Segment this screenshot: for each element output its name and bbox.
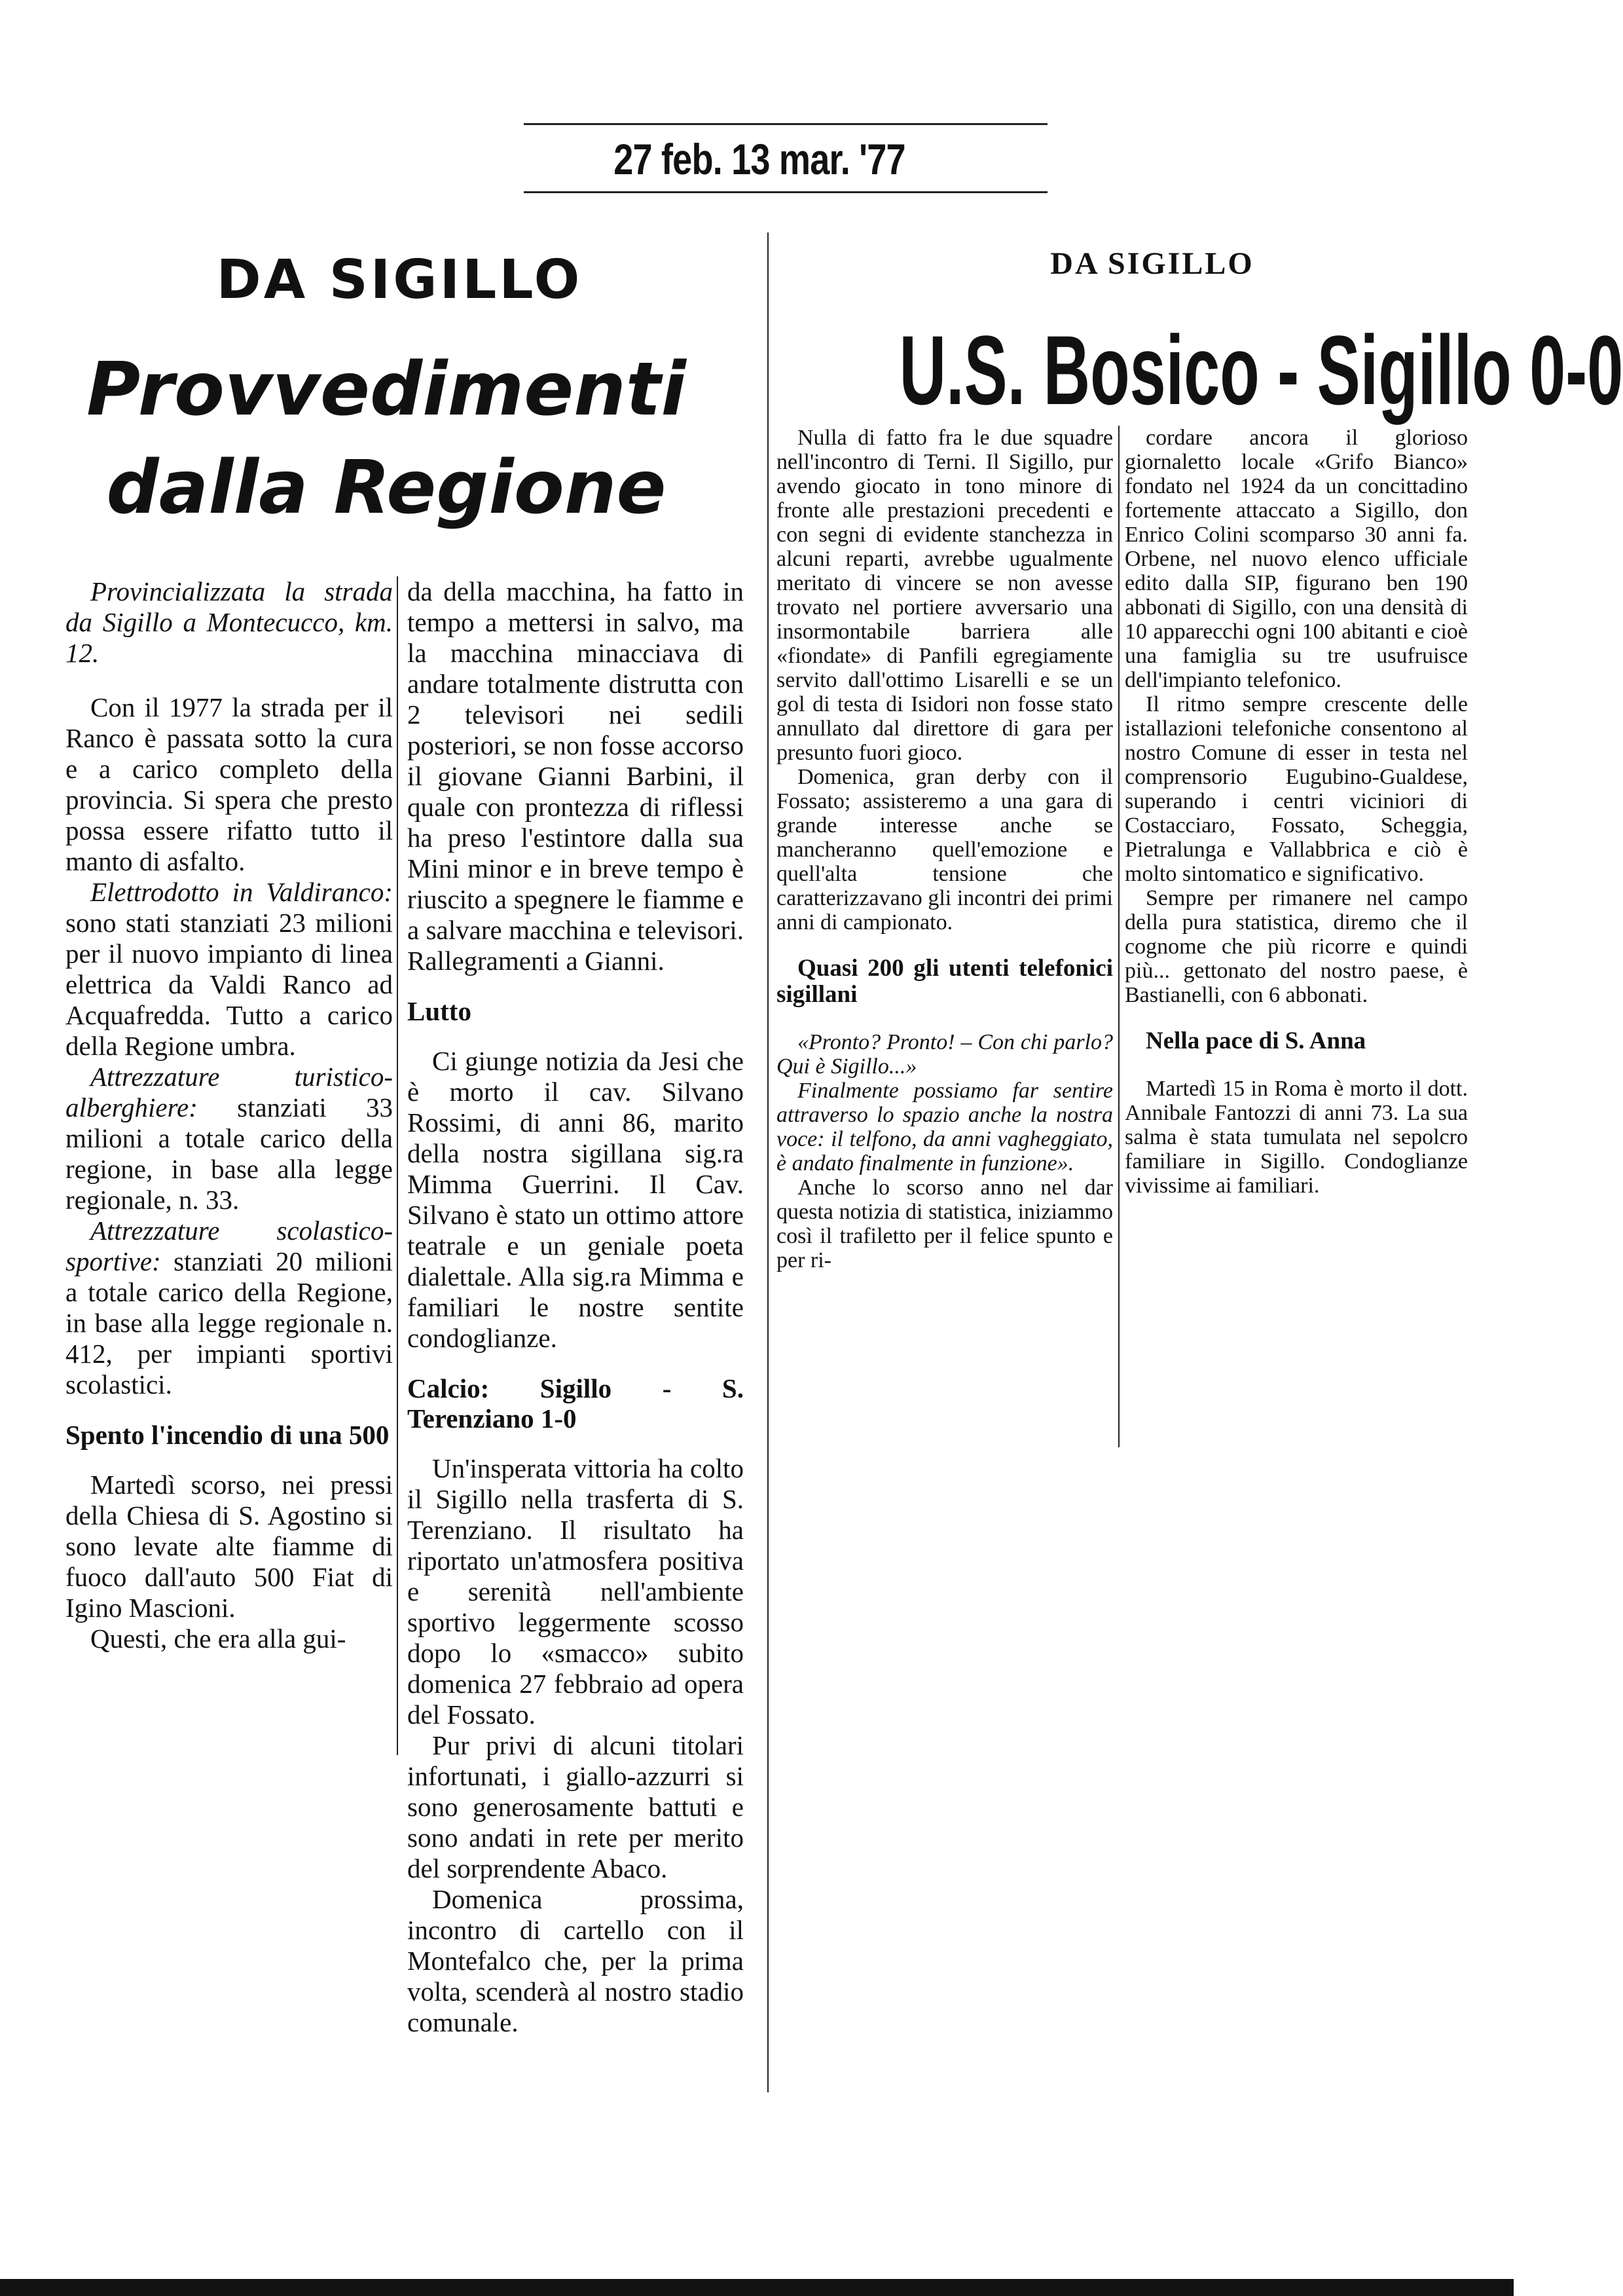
header-rule-bottom [524, 191, 1048, 193]
left-col2-p1: da della macchina, ha fatto in tempo a mettersi in salvo, ma la macchina minacciava di andare totalmente distrutta con 2 televisori nei sedili posteriori, se non fosse accorso il giovane Gianni Barbini, il quale con prontezza di riflessi ha preso l'estintore dalla sua Mini minor e in breve tempo è riuscito a spegnere le fiamme e a salvare macchina e televisori. Rallegramenti a Gianni. [407, 576, 744, 976]
left-lead: Provincializzata la strada da Sigillo a Montecucco, km. 12. [65, 576, 393, 668]
left-col1-p3-label: Attrezzature turistico-alberghiere: [65, 1062, 393, 1122]
right-col2-p3: Sempre per rimanere nel campo della pura statistica, diremo che il cognome che più ricorre e quindi più... gettonato del nostro paese, è Bastianelli, con 6 abbonati. [1125, 886, 1468, 1007]
right-col2-p4: Martedì 15 in Roma è morto il dott. Annibale Fantozzi di anni 73. La sua salma è stata tumulata nel sepolcro familiare in Sigillo. Condoglianze vivissime ai familiari. [1125, 1077, 1468, 1198]
left-col2-p3: Un'insperata vittoria ha colto il Sigillo nella trasferta di S. Terenziano. Il risultato ha riportato un'atmosfera positiva e serenità nell'ambiente sportivo leggermente scosso dopo lo «smacco» subito domenica 27 febbraio ad opera del Fossato. [407, 1453, 744, 1730]
left-col1-p3 [65, 1062, 393, 1215]
left-col1-p5: Martedì scorso, nei pressi della Chiesa di S. Agostino si sono levate alte fiamme di fuoco dall'auto 500 Fiat di Igino Mascioni. [65, 1470, 393, 1623]
left-col2-subhead-calcio: Calcio: Sigillo - S. Terenziano 1-0 [407, 1373, 744, 1434]
left-kicker: DA SIGILLO [216, 249, 583, 311]
left-column-divider [397, 576, 398, 1755]
left-headline-line2: dalla Regione [106, 445, 666, 530]
right-headline: U.S. Bosico - Sigillo 0-0 [899, 315, 1623, 425]
right-column-divider [1118, 426, 1120, 1447]
left-col1-p1: Con il 1977 la strada per il Ranco è passata sotto la cura e a carico completo della provincia. Si spera che presto possa essere rifatto tutto il manto di asfalto. [65, 692, 393, 876]
date-header: 27 feb. 13 mar. '77 [613, 135, 905, 183]
right-article-col1 [776, 426, 1113, 1272]
left-col1-p4 [65, 1215, 393, 1400]
right-col2-p1: cordare ancora il glorioso giornaletto locale «Grifo Bianco» fondato nel 1924 da un concittadino fortemente attaccato a Sigillo, don Enrico Colini scomparso 30 anni fa. Orbene, nel nuovo elenco ufficiale edito dalla SIP, figurano ben 190 abbonati di Sigillo, con una densità di 10 apparecchi ogni 100 abitanti e cioè una famiglia su tre usufruisce dell'impianto telefonico. [1125, 426, 1468, 692]
left-headline [79, 341, 694, 537]
left-col2-p2: Ci giunge notizia da Jesi che è morto il cav. Silvano Rossimi, di anni 86, marito della nostra sigillana sig.ra Mimma Guerrini. Il Cav. Silvano è stato un ottimo attore teatrale e un geniale poeta dialettale. Alla sig.ra Mimma e familiari le nostre sentite condoglianze. [407, 1046, 744, 1353]
left-col1-p3-text: stanziati 33 milioni a totale carico della regione, in base alla legge regionale, n. 33. [65, 1092, 393, 1215]
page-bottom-edge [0, 2279, 1514, 2296]
left-col1-p2-label: Elettrodotto in Valdiranco: [90, 877, 393, 907]
right-col1-p4: Finalmente possiamo far sentire attraverso lo spazio anche la nostra voce: il telfono, da anni vagheggiato, è andato finalmente in funzione». [776, 1079, 1113, 1176]
right-col1-p2: Domenica, gran derby con il Fossato; assisteremo a una gara di grande interesse anche se mancheranno quell'emozione e quell'alta tensione che caratterizzavano gli incontri dei primi anni di campionato. [776, 765, 1113, 935]
right-article-col2 [1125, 426, 1468, 1198]
left-headline-line1: Provvedimenti [86, 347, 686, 432]
right-col2-subhead: Nella pace di S. Anna [1146, 1028, 1366, 1054]
left-col1-p6: Questi, che era alla gui- [90, 1623, 346, 1654]
left-article-col2 [407, 576, 744, 2038]
left-col1-p4-label: Attrezzature scolastico-sportive: [65, 1215, 393, 1276]
left-col2-subhead-lutto: Lutto [407, 996, 471, 1026]
header-rule-top [524, 123, 1048, 125]
left-col1-p2-text: sono stati stanziati 23 milioni per il nuovo impianto di linea elettrica da Valdi Ranco ad Acquafredda. Tutto a carico della Regione umbra. [65, 908, 393, 1061]
left-col2-p4: Pur privi di alcuni titolari infortunati, i giallo-azzurri si sono generosamente battuti e sono andati in rete per merito del sorprendente Abaco. [407, 1730, 744, 1883]
left-col1-subhead: Spento l'incendio di una 500 [65, 1420, 390, 1450]
article-divider [767, 232, 769, 2092]
right-col1-p3: «Pronto? Pronto! – Con chi parlo? Qui è Sigillo...» [776, 1030, 1113, 1079]
left-col1-p2 [65, 877, 393, 1062]
right-col2-p2: Il ritmo sempre crescente delle istallazioni telefoniche consentono al nostro Comune di esser in testa nel comprensorio Eugubino-Gualdese, superando i centri viciniori di Costacciaro, Fossato, Scheggia, Pietralunga e Vallabbrica e ciò è molto sintomatico e significativo. [1125, 692, 1468, 886]
left-article-col1 [65, 576, 393, 1654]
right-col1-p1: Nulla di fatto fra le due squadre nell'incontro di Terni. Il Sigillo, pur avendo giocato in tono minore di fronte alle prestazioni precedenti e con segni di evidente stanchezza in alcuni reparti, avrebbe ugualmente meritato di vincere se non avesse trovato nel portiere avversario una insormontabile barriera alle «fiondate» di Panfili egregiamente servito dall'ottimo Lisarelli e se un gol di testa di Isidori non fosse stato annullato dal direttore di gara per presunto fuori gioco. [776, 426, 1113, 765]
right-col1-p5: Anche lo scorso anno nel dar questa notizia di statistica, iniziammo così il trafiletto per il felice spunto e per ri- [776, 1176, 1113, 1272]
left-col2-p5: Domenica prossima, incontro di cartello con il Montefalco che, per la prima volta, scenderà al nostro stadio comunale. [407, 1884, 744, 2037]
left-col1-p4-text: stanziati 20 milioni a totale carico della Regione, in base alla legge regionale n. 412, per impianti sportivi scolastici. [65, 1246, 393, 1399]
right-kicker: DA SIGILLO [1050, 246, 1254, 281]
right-col1-subhead: Quasi 200 gli utenti telefonici sigillani [776, 955, 1113, 1008]
